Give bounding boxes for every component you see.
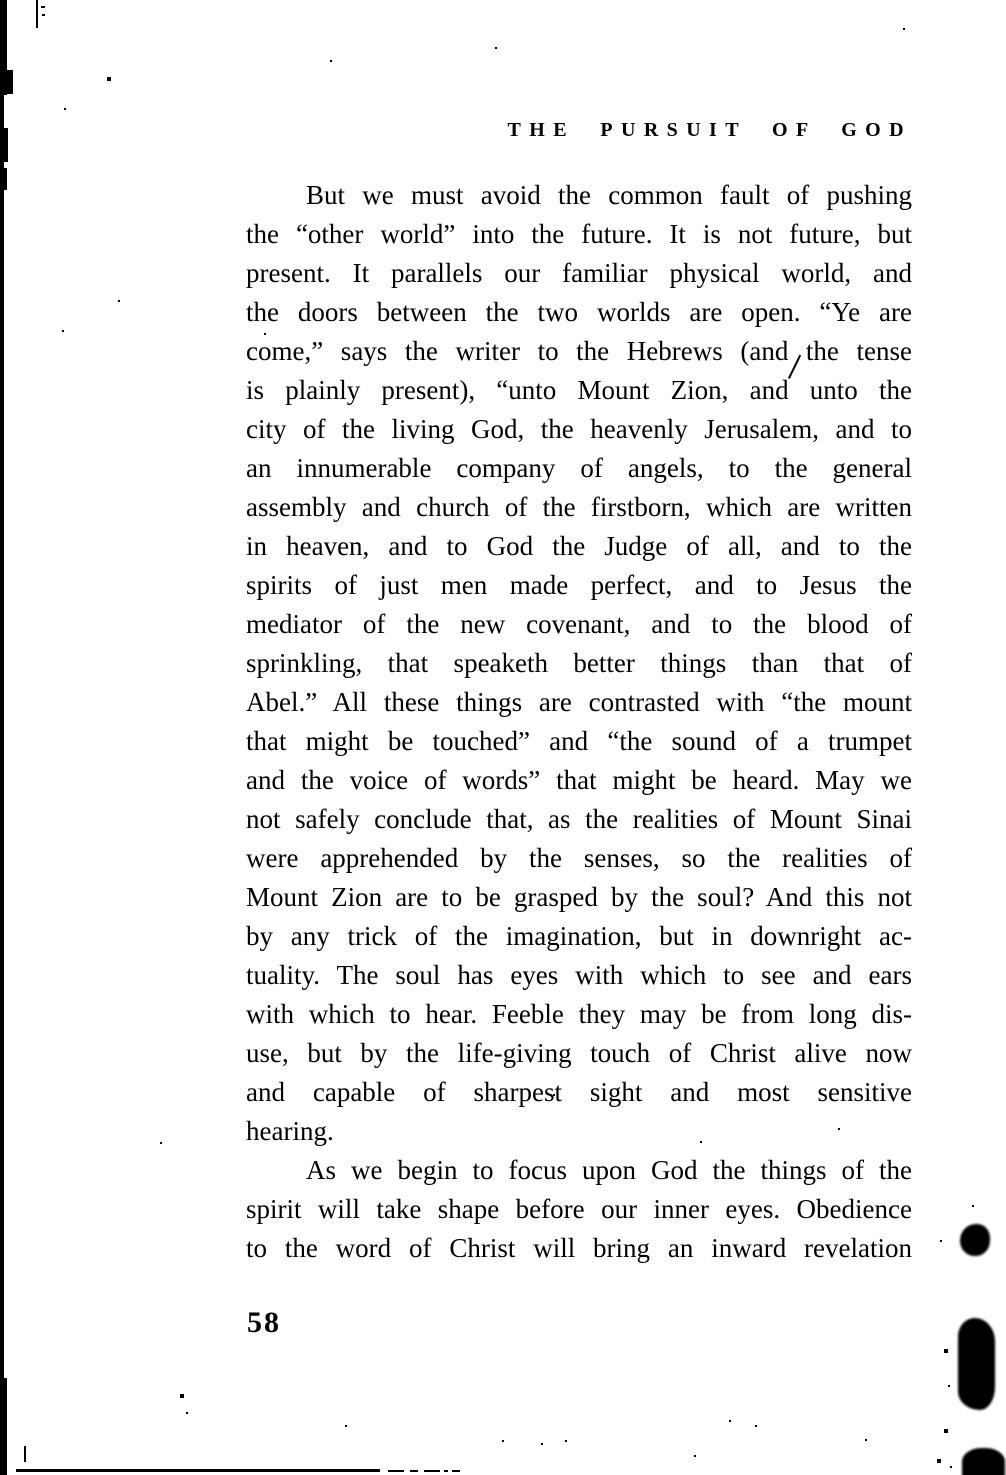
scan-bottom-line bbox=[410, 1470, 418, 1472]
text-line: spirit will take shape before our inner eyes. Obedience bbox=[246, 1194, 912, 1224]
scan-edge-bar bbox=[0, 70, 13, 94]
page-number: 58 bbox=[247, 1306, 281, 1339]
text-line: Mount Zion are to be grasped by the soul? And this not bbox=[246, 882, 912, 912]
scan-mark bbox=[36, 0, 38, 28]
scan-mark bbox=[42, 14, 45, 16]
text-line: mediator of the new covenant, and to the blood of bbox=[246, 609, 912, 639]
scan-bottom-line bbox=[388, 1470, 404, 1472]
text-line: and the voice of words” that might be heard. May we bbox=[246, 765, 912, 795]
text-line: not safely conclude that, as the realities of Mount Sinai bbox=[246, 804, 912, 834]
text-line: come,” says the writer to the Hebrews (and the tense bbox=[246, 336, 912, 366]
text-line: As we begin to focus upon God the things of the bbox=[306, 1155, 912, 1185]
text-line: spirits of just men made perfect, and to Jesus the bbox=[246, 570, 912, 600]
scan-noise-blob bbox=[962, 1448, 1005, 1475]
text-line: use, but by the life-giving touch of Christ alive now bbox=[246, 1038, 912, 1068]
text-line: and capable of sharpest sight and most sensitive bbox=[246, 1077, 912, 1107]
running-header: THE PURSUIT OF GOD bbox=[507, 119, 912, 141]
text-line: with which to hear. Feeble they may be from long dis- bbox=[246, 999, 912, 1029]
scan-mark bbox=[24, 1446, 26, 1462]
text-line: were apprehended by the senses, so the realities of bbox=[246, 843, 912, 873]
scan-mark bbox=[41, 6, 45, 8]
text-line: assembly and church of the firstborn, which are written bbox=[246, 492, 912, 522]
text-line: hearing. bbox=[246, 1116, 334, 1146]
scan-edge-bar bbox=[0, 128, 8, 162]
scan-edge-bar bbox=[0, 0, 4, 1475]
body-text bbox=[246, 176, 912, 1268]
scan-noise-blob bbox=[958, 1318, 995, 1410]
text-line: that might be touched” and “the sound of a trumpet bbox=[246, 726, 912, 756]
text-line: sprinkling, that speaketh better things than that of bbox=[246, 648, 912, 678]
scan-bottom-line bbox=[424, 1470, 440, 1472]
scan-speckles bbox=[0, 0, 2, 2]
scan-noise-blob bbox=[960, 1224, 990, 1256]
text-line: the “other world” into the future. It is not future, but bbox=[246, 219, 912, 249]
text-line: an innumerable company of angels, to the general bbox=[246, 453, 912, 483]
scan-bottom-line bbox=[452, 1470, 460, 1472]
text-line: is plainly present), “unto Mount Zion, and unto the bbox=[246, 375, 912, 405]
scan-edge-bar bbox=[0, 1378, 7, 1475]
text-line: in heaven, and to God the Judge of all, and to the bbox=[246, 531, 912, 561]
text-line: present. It parallels our familiar physical world, and bbox=[246, 258, 912, 288]
text-line: But we must avoid the common fault of pushing bbox=[306, 180, 912, 210]
text-line: by any trick of the imagination, but in downright ac- bbox=[246, 921, 912, 951]
scan-edge-bar bbox=[0, 168, 7, 190]
text-line: to the word of Christ will bring an inward revelation bbox=[246, 1233, 912, 1263]
text-line: Abel.” All these things are contrasted with “the mount bbox=[246, 687, 912, 717]
scan-bottom-line bbox=[444, 1470, 448, 1472]
text-line: the doors between the two worlds are open. “Ye are bbox=[246, 297, 912, 327]
text-line: city of the living God, the heavenly Jerusalem, and to bbox=[246, 414, 912, 444]
text-line: tuality. The soul has eyes with which to see and ears bbox=[246, 960, 912, 990]
scan-bottom-line bbox=[16, 1469, 380, 1472]
